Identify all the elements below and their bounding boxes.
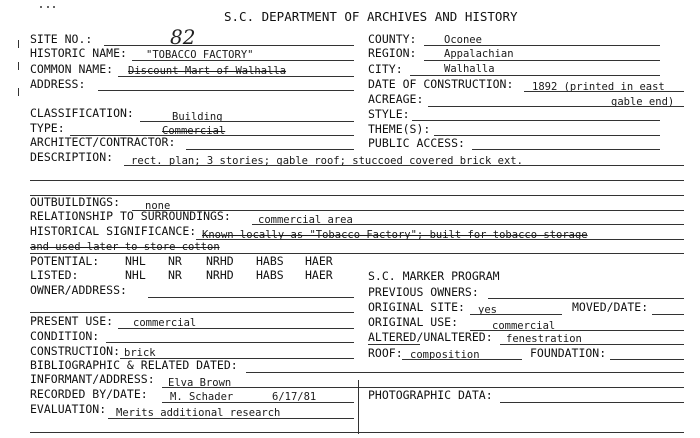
date-of-construction-value-2: gable end) bbox=[611, 96, 675, 108]
date-of-construction-value: 1892 (printed in east bbox=[532, 81, 665, 93]
address-line bbox=[98, 90, 354, 91]
classification-label: CLASSIFICATION: bbox=[30, 106, 134, 120]
owner-address-label: OWNER/ADDRESS: bbox=[30, 283, 127, 297]
potential-nhl: NHL bbox=[125, 254, 146, 268]
outbuildings-value: none bbox=[145, 200, 171, 212]
description-line-1 bbox=[124, 165, 684, 166]
form-header: S.C. DEPARTMENT OF ARCHIVES AND HISTORY bbox=[224, 9, 518, 24]
acreage-label: ACREAGE: bbox=[368, 92, 424, 106]
description-line-2 bbox=[30, 180, 684, 181]
date-line bbox=[524, 91, 684, 92]
architect-label: ARCHITECT/CONTRACTOR: bbox=[30, 135, 176, 149]
altered-unaltered-value: fenestration bbox=[506, 333, 582, 345]
description-value: rect. plan; 3 stories; gable roof; stuccoed covered brick ext. bbox=[131, 155, 523, 167]
significance-value-1: Known locally as "Tobacco Factory"; built for tobacco storage bbox=[202, 229, 588, 241]
outbuildings-label: OUTBUILDINGS: bbox=[30, 195, 121, 209]
evaluation-label: EVALUATION: bbox=[30, 402, 107, 416]
public-access-label: PUBLIC ACCESS: bbox=[368, 136, 465, 150]
scan-speck bbox=[40, 6, 42, 8]
roof-label: ROOF: bbox=[368, 346, 403, 360]
recorded-by-line bbox=[162, 402, 354, 403]
historic-name-line bbox=[132, 60, 354, 61]
recorded-by-label: RECORDED BY/DATE: bbox=[30, 387, 148, 401]
margin-mark bbox=[18, 88, 19, 96]
public-access-line bbox=[472, 149, 660, 150]
original-site-line bbox=[470, 314, 562, 315]
scan-speck bbox=[53, 6, 55, 8]
city-line bbox=[410, 75, 660, 76]
evaluation-line bbox=[108, 418, 354, 419]
margin-mark bbox=[18, 40, 19, 48]
relationship-value: commercial area bbox=[258, 214, 353, 226]
type-label: TYPE: bbox=[30, 121, 65, 135]
informant-label: INFORMANT/ADDRESS: bbox=[30, 372, 155, 386]
classification-line bbox=[140, 121, 354, 122]
common-name-label: COMMON NAME: bbox=[30, 62, 114, 76]
significance-line-1 bbox=[196, 239, 684, 240]
style-line bbox=[412, 120, 660, 121]
listed-habs: HABS bbox=[256, 268, 284, 282]
roof-line bbox=[402, 359, 522, 360]
listed-nrhd: NRHD bbox=[206, 268, 234, 282]
county-label: COUNTY: bbox=[368, 32, 417, 46]
historic-name-label: HISTORIC NAME: bbox=[30, 46, 127, 60]
acreage-line bbox=[428, 106, 684, 107]
condition-label: CONDITION: bbox=[30, 329, 100, 343]
common-name-value: Discount Mart of Walhalla bbox=[128, 65, 287, 77]
original-site-label: ORIGINAL SITE: bbox=[368, 300, 465, 314]
type-value: Commercial bbox=[162, 125, 226, 137]
site-no-line bbox=[104, 45, 354, 46]
site-no-value: 82 bbox=[170, 25, 196, 49]
site-no-label: SITE NO.: bbox=[30, 32, 93, 46]
themes-label: THEME(S): bbox=[368, 122, 431, 136]
recorded-by-name: M. Schader bbox=[170, 391, 234, 403]
common-name-line bbox=[118, 76, 354, 77]
relationship-line bbox=[252, 224, 684, 225]
city-label: CITY: bbox=[368, 62, 403, 76]
potential-label: POTENTIAL: bbox=[30, 254, 100, 268]
photographic-line bbox=[500, 402, 684, 403]
significance-label: HISTORICAL SIGNIFICANCE: bbox=[30, 224, 197, 238]
original-use-label: ORIGINAL USE: bbox=[368, 315, 459, 329]
relationship-label: RELATIONSHIP TO SURROUNDINGS: bbox=[30, 209, 231, 223]
altered-underline bbox=[368, 344, 420, 345]
evaluation-value: Merits additional research bbox=[116, 407, 281, 419]
present-use-label: PRESENT USE: bbox=[30, 314, 114, 328]
roof-value: composition bbox=[410, 349, 480, 361]
date-of-construction-label: DATE OF CONSTRUCTION: bbox=[368, 77, 514, 91]
themes-line bbox=[434, 135, 660, 136]
previous-owners-line bbox=[488, 298, 684, 299]
recorded-by-date: 6/17/81 bbox=[272, 391, 317, 403]
region-value: Appalachian bbox=[444, 48, 514, 60]
present-use-line bbox=[118, 328, 354, 329]
address-label: ADDRESS: bbox=[30, 77, 86, 91]
city-value: Walhalla bbox=[444, 63, 495, 75]
moved-date-label: MOVED/DATE: bbox=[572, 300, 649, 314]
original-use-line bbox=[470, 330, 684, 331]
informant-value: Elva Brown bbox=[168, 377, 232, 389]
column-divider bbox=[358, 380, 359, 434]
marker-program-heading: S.C. MARKER PROGRAM bbox=[368, 269, 500, 283]
altered-unaltered-line bbox=[500, 344, 684, 345]
scan-speck bbox=[47, 6, 49, 8]
condition-line bbox=[106, 342, 354, 343]
potential-haer: HAER bbox=[305, 254, 333, 268]
construction-label: CONSTRUCTION: bbox=[30, 344, 121, 358]
photographic-label: PHOTOGRAPHIC DATA: bbox=[368, 388, 493, 402]
original-site-value: yes bbox=[478, 304, 497, 316]
bibliographic-line bbox=[246, 372, 684, 373]
altered-unaltered-label: ALTERED/UNALTERED: bbox=[368, 330, 493, 344]
owner-address-line-2 bbox=[30, 312, 354, 313]
classification-value: Building bbox=[172, 111, 223, 123]
architect-line bbox=[186, 149, 354, 150]
construction-value: brick bbox=[124, 347, 156, 359]
bibliographic-label: BIBLIOGRAPHIC & RELATED DATED: bbox=[30, 358, 238, 372]
moved-date-line bbox=[652, 314, 684, 315]
region-label: REGION: bbox=[368, 46, 417, 60]
owner-address-line bbox=[148, 297, 354, 298]
foundation-line bbox=[610, 359, 684, 360]
margin-mark bbox=[18, 62, 19, 70]
description-label: DESCRIPTION: bbox=[30, 150, 114, 164]
listed-haer: HAER bbox=[305, 268, 333, 282]
region-line bbox=[424, 60, 660, 61]
significance-value-2: and used later to store cotton bbox=[30, 241, 220, 253]
listed-label: LISTED: bbox=[30, 268, 79, 282]
foundation-label: FOUNDATION: bbox=[530, 346, 607, 360]
description-line-3 bbox=[30, 195, 684, 196]
style-label: STYLE: bbox=[368, 107, 410, 121]
listed-nr: NR bbox=[168, 268, 182, 282]
listed-nhl: NHL bbox=[125, 268, 146, 282]
county-line bbox=[424, 45, 660, 46]
potential-habs: HABS bbox=[256, 254, 284, 268]
potential-nr: NR bbox=[168, 254, 182, 268]
previous-owners-label: PREVIOUS OWNERS: bbox=[368, 285, 479, 299]
present-use-value: commercial bbox=[133, 317, 197, 329]
potential-nrhd: NRHD bbox=[206, 254, 234, 268]
historic-name-value: "TOBACCO FACTORY" bbox=[146, 49, 254, 61]
county-value: Oconee bbox=[444, 34, 482, 46]
evaluation-line-2 bbox=[30, 432, 684, 433]
original-use-value: commercial bbox=[492, 320, 556, 332]
